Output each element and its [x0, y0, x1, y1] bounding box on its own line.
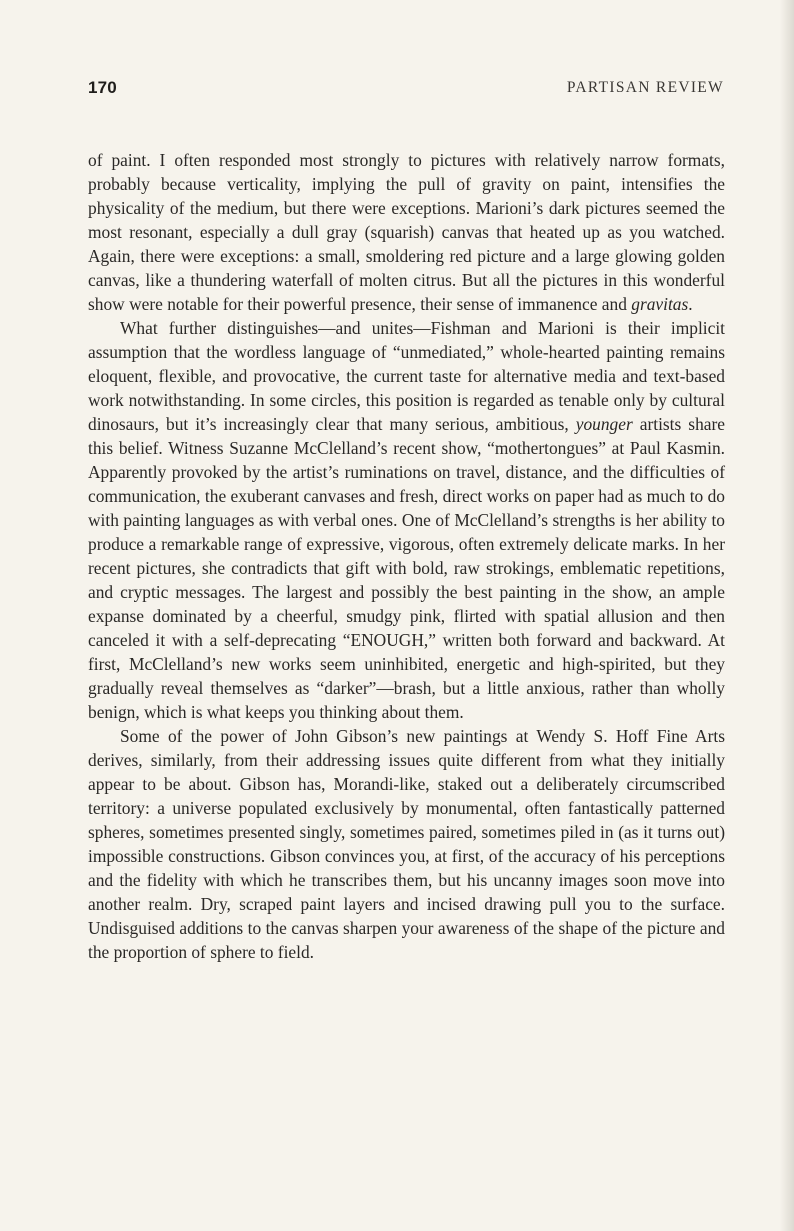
article-body	[88, 148, 725, 964]
paragraph-2	[88, 316, 725, 724]
page-header	[88, 78, 724, 100]
page-number: 170	[88, 78, 117, 97]
paragraph-2-rest: artists share this belief. Witness Suzanne McClelland’s recent show, “mothertongues” at Paul Kasmin. Apparently provoked by the artist’s ruminations on travel, distance, and the difficulties of communication, the exuberant canvases and fresh, direct works on paper had as much to do with painting languages as with verbal ones. One of McClelland’s strengths is her ability to produce a remarkable range of expressive, vigorous, often extremely delicate marks. In her recent pictures, she contradicts that gift with bold, raw strokings, emblematic repetitions, and cryptic messages. The largest and possibly the best painting in the show, an ample expanse dominated by a cheerful, smudgy pink, flirted with spatial allusion and then canceled it with a self-deprecating “ENOUGH,” written both forward and backward. At first, McClelland’s new works seem uninhibited, energetic and high-spirited, but they gradually reveal themselves as “darker”—brash, but a little anxious, rather than wholly benign, which is what keeps you thinking about them.	[88, 414, 725, 722]
paragraph-2-italic: younger	[575, 414, 633, 434]
paragraph-2-text: What further distinguishes—and unites—Fishman and Marioni is their implicit assumption that the wordless language of “unmediated,” whole-hearted painting remains eloquent, flexible, and provocative, the current taste for alternative media and text-based work notwithstanding. In some circles, this position is regarded as tenable only by cultural dinosaurs, but it’s increasingly clear that many serious, ambitious,	[88, 318, 725, 434]
page-edge-shadow	[780, 0, 794, 1231]
paragraph-3: Some of the power of John Gibson’s new paintings at Wendy S. Hoff Fine Arts derives, similarly, from their addressing issues quite different from what they initially appear to be about. Gibson has, Morandi-like, staked out a deliberately circumscribed territory: a universe populated exclusively by monumental, often fantastically patterned spheres, sometimes presented singly, sometimes paired, sometimes piled in (as it turns out) impossible constructions. Gibson convinces you, at first, of the accuracy of his perceptions and the fidelity with which he transcribes them, but his uncanny images soon move into another realm. Dry, scraped paint layers and incised drawing pull you to the surface. Undisguised additions to the canvas sharpen your awareness of the shape of the picture and the proportion of sphere to field.	[88, 726, 725, 962]
paragraph-1-italic: gravitas	[631, 294, 689, 314]
paragraph-1-end: .	[688, 294, 693, 314]
paragraph-1	[88, 148, 725, 316]
paragraph-1-text: of paint. I often responded most strongly to pictures with relatively narrow formats, probably because verticality, implying the pull of gravity on paint, intensifies the physicality of the medium, but there were exceptions. Marioni’s dark pictures seemed the most resonant, especially a dull gray (squarish) canvas that heated up as you watched. Again, there were exceptions: a small, smoldering red picture and a large glowing golden canvas, like a thundering waterfall of molten citrus. But all the pictures in this wonderful show were notable for their powerful presence, their sense of immanence and	[88, 150, 725, 314]
running-title: PARTISAN REVIEW	[566, 79, 724, 96]
